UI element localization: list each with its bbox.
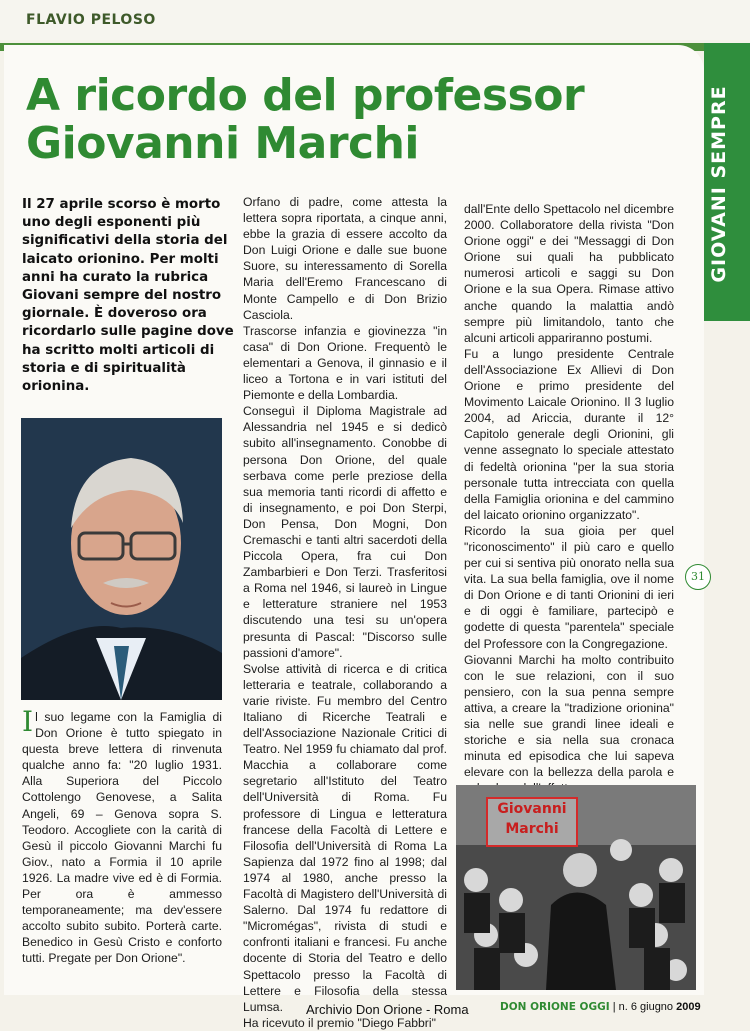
drop-cap: I [22,705,34,738]
archive-credit: Archivio Don Orione - Roma [306,1002,469,1017]
top-bar [0,0,750,40]
column-2-paragraph: Orfano di padre, come attesta la lettera sopra riportata, a cinque anni, ebbe la grazia di essere accolto da Don Luigi Orione e dalle sue buone Suore, su interessamento di Sorella Maria dell'Eremo Francescano di Monte Campello e di Don Brizio Casciola. [243,195,447,322]
article-title [26,72,626,168]
column-2-paragraph: Conseguì il Diploma Magistrale ad Alessandria nel 1945 e si dedicò subito all'insegnamento. Conobbe di persona Don Orione, del quale serbava come perle preziose della sua memoria tanti ricordi di affetto e di insegnamento, e poi Don Sterpi, Don Pensa, Don Mogni, Don Cremaschi e tanti altri sacerdoti della Piccola Opera, fra cui Don Zambarbieri e Don Terzi. Trasferitosi a Roma nel 1946, si laureò in Lingue e letterature straniere nel 1953 discutendo una tesi su un'opera presunta di Pascal: "Discorso sulle passioni d'amore". [243,404,447,660]
portrait-illustration [21,418,222,700]
column-3-paragraph: Fu a lungo presidente Centrale dell'Associazione Ex Allievi di Don Orione e primo presidente del Movimento Laicale Orionino. Il 3 luglio 2004, ad Ariccia, durante il 12° Capitolo generale degli Orionini, gli venne assegnato lo speciale attestato di fedeltà orionina "per la sua storia personale tutta intrecciata con quella della Famiglia orionina e del cammino del laicato orionino organizzato". [464,346,674,522]
column-3-paragraph: Giovanni Marchi ha molto contribuito con le sue relazioni, con il suo pensiero, con la sua penna sempre attiva, a creare la "tradizione orionina" sia nelle sue grandi linee ideali e storiche e sia nella sua cronaca minuta ed episodica che lui sapeva elevare con la bellezza della parola e [464,652,674,780]
title-line-2: Giovanni Marchi [26,118,420,169]
footer [500,1001,701,1013]
column-3 [464,201,674,796]
column-3-paragraph: Ricordo la sua gioia per quel "riconoscimento" il più caro e quello per cui si sentiva più onorato nella sua vita. La sua bella famiglia, ove il nome di Don Orione e di tanti Orionini di ieri e di oggi è familiare, partecipò e godette di questa "parentela" speciale del Professore con la Congregazione. [464,523,674,651]
author-name: FLAVIO PELOSO [26,12,156,28]
portrait-photo [21,418,222,700]
section-tab [704,43,750,321]
photo-label: Giovanni Marchi [486,797,578,847]
page-number: 31 [685,564,711,590]
article-lead: Il 27 aprile scorso è morto uno degli esponenti più significativi della storia del laicato orionino. Per molti anni ha curato la rubrica Giovani sempre del nostro giornale. È doveroso ora ricordarlo sulle pagine dove ha scritto molti articoli di storia e di spiritualità orionina. [22,197,234,395]
issue-info: n. 6 giugno [618,1001,674,1013]
column-2-paragraph: Svolse attività di ricerca e di critica letteraria e teatrale, collaborando a varie riviste. Fu membro del Centro Italiano di Ricerche Teatrali e dell'Associazione Nazionale Critici di Teatro. Nel 1959 fu chiamato dal prof. Macchia a collaborare come segretario all'Istituto del Teatro dell'Università di Roma. Fu professore di Lingua e letteratura francese della Facoltà di Lettere e Filosofia dell'Università di Roma La Sapienza dal 1972 fino al 1998; dal 1974 al 1980, anche presso la Facoltà di Magistero dell'Università di Salerno. Dal 1974 fu redattore di "Micromégas", rivista di studi e confronti italiani e francesi. Fu anche docente di Storia del Teatro e dello Spettacolo presso la Facoltà di Lettere e Filosofia della stessa Lumsa. [243,661,447,1014]
column-2 [243,194,447,1031]
issue-year: 2009 [676,1001,701,1013]
column-3-paragraph: dall'Ente dello Spettacolo nel dicembre 2000. Collaboratore della rivista "Don Orione oggi" e dei "Messaggi di Don Orione sui quali ha pubblicato numerosi articoli e saggi su Don Orione e la sua Opera. Rimase attivo anche quando la malattia andò sempre più limitandolo, tanto che alcuni articoli appariranno postumi. [464,202,674,345]
column-2-paragraph: Trascorse infanzia e giovinezza "in casa" di Don Orione. Frequentò le elementari a Genova, il ginnasio e il liceo a Tortona e in vari istituti del Piemonte e della Lombardia. [243,323,447,403]
column-2-paragraph: Ha ricevuto il premio "Diego Fabbri" [243,1015,436,1030]
column-1 [22,705,222,967]
section-label: GIOVANI SEMPRE [708,85,730,283]
column-1-text: l suo legame con la Famiglia di Don Orione è tutto spiegato in questa breve lettera di rinvenuta qualche anno fa: "20 luglio 1931. Alla Superiora del Piccolo Cottolengo Genovese, a Salita Angeli, 69 – Genova sopra S. Teodoro. Accogliete con la carità di Gesù il piccolo Giovanni Marchi fu Giov., nato a Formia il 10 aprile 1926. La madre vive ed è di Formia. Per ora è ammesso temporaneamente; ma dev'essere accolto subito subito. Porterà carte. Benedico in Gesù Cristo e conforto tutti. Pregate per Don Orione". [22,710,222,966]
footer-divider: | [612,1001,616,1013]
title-line-1: A ricordo del professor [26,70,585,121]
magazine-name: DON ORIONE OGGI [500,1001,610,1013]
group-photo [456,785,696,990]
